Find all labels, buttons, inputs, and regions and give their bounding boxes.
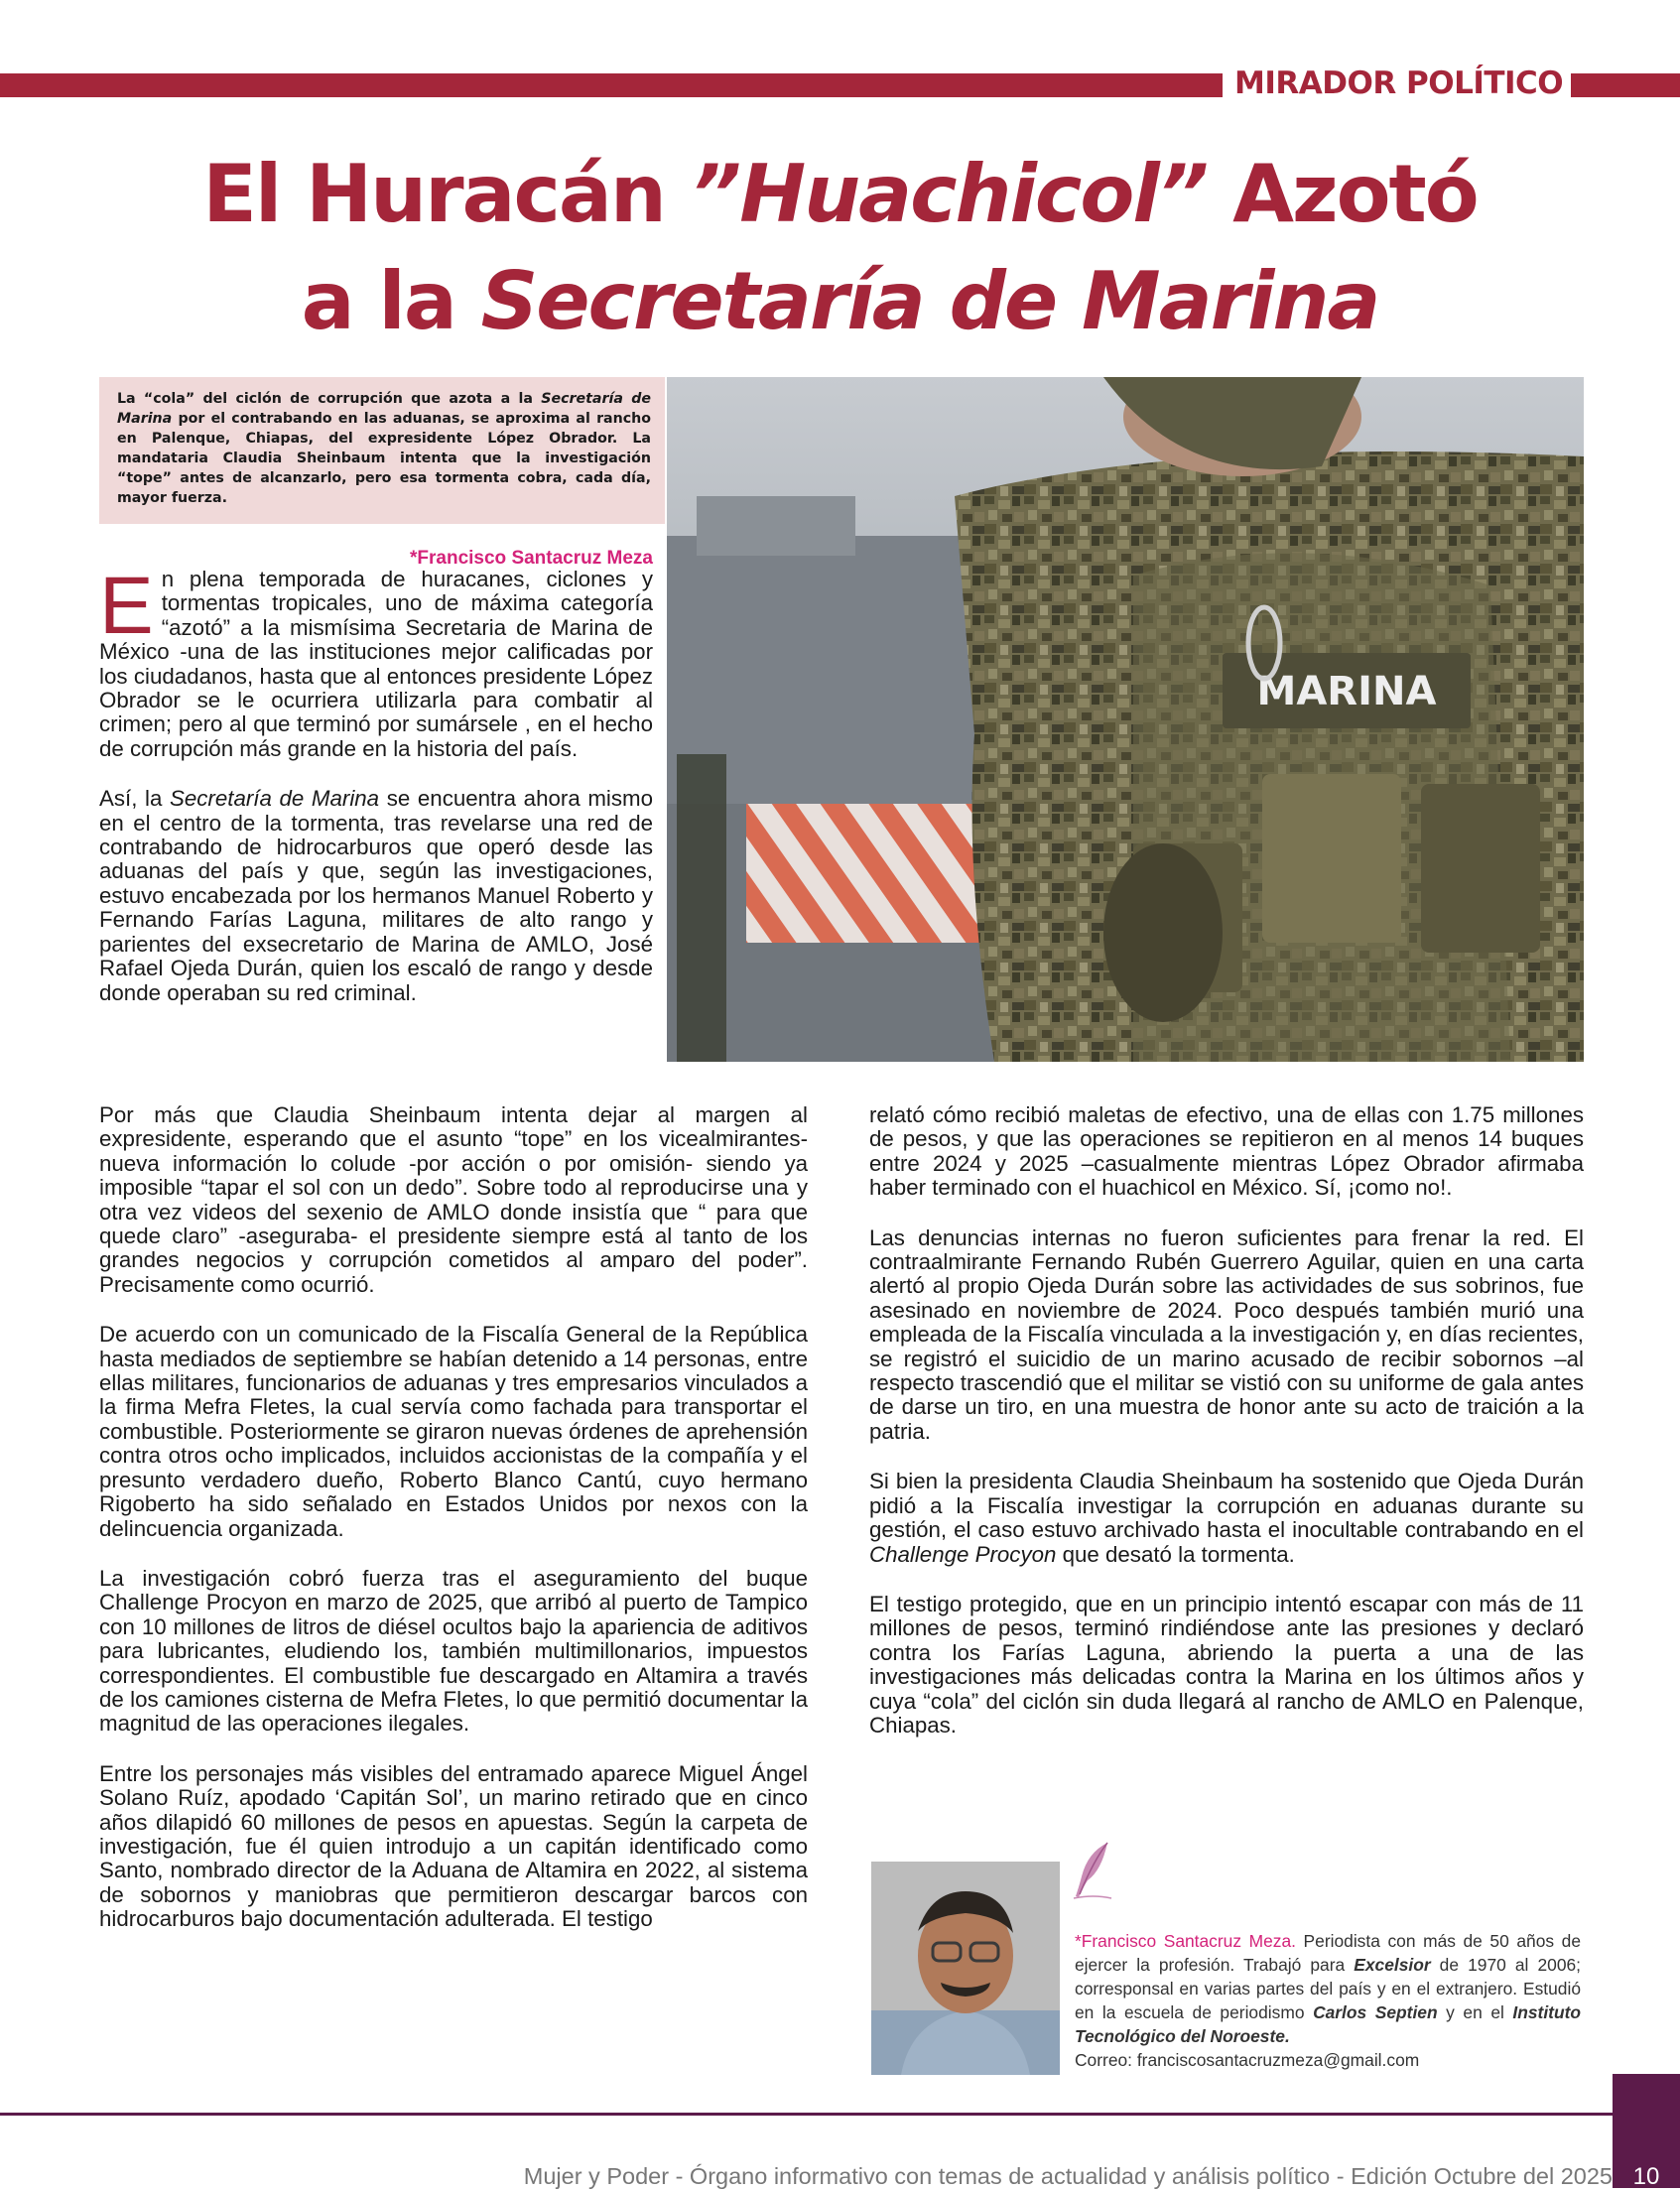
title-italic: Secretaría de Marina (480, 255, 1379, 347)
paragraph-italic: Secretaría de Marina (170, 786, 380, 812)
paragraph-text: que desató la tormenta. (1056, 1541, 1295, 1567)
title-part: Azotó (1207, 148, 1478, 240)
title-part: El Huracán (202, 148, 691, 240)
page-number: 10 (1632, 2163, 1660, 2190)
article-paragraph (99, 561, 653, 761)
marina-patch-text: MARINA (1256, 669, 1437, 714)
article-paragraph: Entre los personajes más visibles del entramado aparece Miguel Ángel Solano Ruíz, apodado ‘Capitán Sol’, un marino retirado que en cinco años dilapidó 60 millones de pesos en apuestas. Según la carpeta de investigación, fue él quien introdujo a un capitán identificado como Santo, nombrado director de la Aduana de Altamira en 2022, al sistema de sobornos y maniobras que permitieron descargar barcos con hidrocarburos bajo documentación adulterada. El testigo (99, 1760, 808, 1932)
article-paragraph: relató cómo recibió maletas de efectivo, una de ellas con 1.75 millones de pesos, y que las operaciones se repitieron en al menos 14 buques entre 2024 y 2025 –casualmente mientras López Obrador afirmaba haber terminado con el huachicol en México. Sí, ¡como no!. (869, 1102, 1584, 1201)
bio-text: y en el (1437, 2002, 1513, 2022)
paragraph-text: Así, la (99, 786, 171, 812)
author-photo (871, 1862, 1060, 2075)
header-bar-right (1571, 73, 1680, 97)
article-paragraph (869, 1470, 1584, 1567)
bio-text: de 1970 al 2006; corresponsal en varias partes del país y en el extranjero. Estudió en la escuela de periodismo (1075, 1955, 1581, 2022)
bio-text: Periodista con más de 50 años de ejercer la profesión. Trabajó para (1075, 1931, 1581, 1975)
article-paragraph: De acuerdo con un comunicado de la Fiscalía General de la República hasta mediados de septiembre se habían detenido a 14 personas, entre ellas militares, funcionarios de aduanas y tres empresarios vinculados a la firma Mefra Fletes, la cual servía como fachada para transportar el combustible. Posteriormente se giraron nuevas órdenes de aprehensión contra otros ocho implicados, incluidos accionistas de la compañía y el presunto verdadero dueño, Roberto Blanco Cantú, cuyo hermano Rigoberto ha sido señalado en Estados Unidos por nexos con la delincuencia organizada. (99, 1322, 808, 1541)
drop-cap: E (99, 561, 154, 651)
bio-italic: Excelsior (1354, 1955, 1431, 1975)
author-email: Correo: franciscosantacruzmeza@gmail.com (1075, 2050, 1420, 2070)
author-name: *Francisco Santacruz Meza. (1075, 1931, 1296, 1951)
lead-text: La “cola” del ciclón de corrupción que azota a la (117, 391, 542, 407)
article-column-1a (99, 561, 653, 1031)
paragraph-text: se encuentra ahora mismo en el centro de la tormenta, tras revelarse una red de contrabando de hidrocarburos que operó desde las aduanas del país y que, según las investigaciones, estuvo encabezada por los hermanos Manuel Roberto y Fernando Farías Laguna, militares de alto rango y parientes del exsecretario de Marina de AMLO, José Rafael Ojeda Durán, quien los escaló de rango y desde donde operaban su red criminal. (99, 786, 653, 1005)
article-paragraph: El testigo protegido, que en un principio intentó escapar con más de 11 millones de pesos, terminó rindiéndose ante las presiones y declaró contra los Farías Laguna, abriendo la puerta a una de las investigaciones más delicadas contra la Marina en los últimos años y cuya “cola” del ciclón sin duda llegará al rancho de AMLO en Palenque, Chiapas. (869, 1591, 1584, 1738)
marine-photo (667, 377, 1584, 1062)
title-part: a la (301, 255, 481, 347)
article-paragraph: La investigación cobró fuerza tras el aseguramiento del buque Challenge Procyon en marzo de 2025, que arribó al puerto de Tampico con 10 millones de litros de diésel ocultos bajo la apariencia de aditivos para lubricantes, eludiendo los, también multimillonarios, impuestos correspondientes. El combustible fue descargado en Altamira a través de los camiones cisterna de Mefra Fletes, lo que permitió documentar la magnitud de las operaciones ilegales. (99, 1565, 808, 1737)
header-bar-left (0, 73, 1223, 97)
article-title (60, 141, 1620, 355)
article-paragraph (99, 787, 653, 1005)
paragraph-text: n plena temporada de huracanes, ciclones y tormentas tropicales, uno de máxima categoría “azotó” a la mismísima Secretaria de Marina de México -una de las instituciones mejor calificadas por los ciudadanos, hasta que al entonces presidente López Obrador se le ocurriera utilizarla para combatir al crimen; pero al que terminó por sumársele , en el hecho de corrupción más grande en la historia del país. (99, 567, 653, 761)
lead-summary (99, 377, 665, 524)
paragraph-italic: Challenge Procyon (869, 1541, 1057, 1567)
byline: *Francisco Santacruz Meza (410, 548, 653, 569)
article-paragraph: Por más que Claudia Sheinbaum intenta dejar al margen al expresidente, esperando que el asunto “tope” en los vicealmirantes- nueva información lo colude -por acción o por omisión- siendo ya imposible “tapar el sol con un dedo”. Sobre todo al reproducirse una y otra vez videos del sexenio de AMLO donde insistía que “ para que quede claro” -aseguraba- el presidente siempre está al tanto de los grandes negocios y corrupción cometidos al amparo del poder”. Precisamente como ocurrió. (99, 1102, 808, 1297)
article-column-1b (99, 1103, 808, 1958)
lead-text: por el contrabando en las aduanas, se aproxima al rancho en Palenque, Chiapas, del expresidente López Obrador. La mandataria Claudia Sheinbaum intenta que la investigación “tope” antes de alcanzarlo, pero esa tormenta cobra, cada día, mayor fuerza. (117, 411, 651, 506)
author-bio (1075, 1929, 1581, 2072)
footer-text: Mujer y Poder - Órgano informativo con temas de actualidad y análisis político - Edición Octubre del 2025 (523, 2163, 1613, 2189)
footer-divider (0, 2113, 1613, 2116)
bio-italic: Carlos Septien (1313, 2002, 1438, 2022)
lead-italic: Secretaría de Marina (117, 391, 651, 427)
article-paragraph: Las denuncias internas no fueron suficientes para frenar la red. El contraalmirante Fernando Rubén Guerrero Aguilar, quien en una carta alertó al propio Ojeda Durán sobre las actividades de sus sobrinos, fue asesinado en noviembre de 2024. Poco después también murió una empleada de la Fiscalía vinculada a la investigación y, en días recientes, se registró el suicidio de un marino acusado de recibir sobornos –al respecto trascendió que el militar se vistió con su uniforme de gala antes de darse un tiro, en una muestra de honor ante su acto de traición a la patria. (869, 1224, 1584, 1444)
paragraph-text: Si bien la presidenta Claudia Sheinbaum ha sostenido que Ojeda Durán pidió a la Fiscalía investigar la corrupción en aduanas durante su gestión, el caso estuvo archivado hasta el inocultable contrabando en el (869, 1469, 1584, 1543)
section-label: MIRADOR POLÍTICO (1234, 65, 1564, 101)
quill-icon (1068, 1841, 1117, 1900)
article-column-2 (869, 1103, 1584, 1763)
bio-italic: Instituto Tecnológico del Noroeste. (1075, 2002, 1581, 2046)
title-italic: ”Huachicol” (690, 148, 1208, 240)
